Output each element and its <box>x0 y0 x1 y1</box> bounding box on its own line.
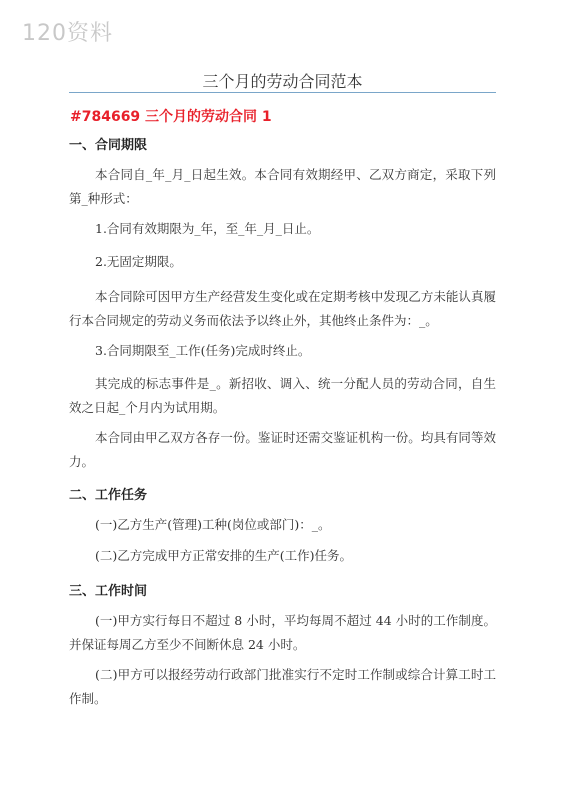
paragraph: 本合同由甲乙双方各存一份。鉴证时还需交鉴证机构一份。均具有同等效力。 <box>69 430 496 469</box>
paragraph: 3.合同期限至_工作(任务)完成时终止。 <box>95 343 311 358</box>
paragraph: (二)甲方可以报经劳动行政部门批准实行不定时工作制或综合计算工时工作制。 <box>69 667 496 706</box>
section-heading-tasks: 二、工作任务 <box>69 488 148 503</box>
watermark: 120资料 <box>22 21 113 46</box>
paragraph: (一)甲方实行每日不超过 8 小时，平均每周不超过 44 小时的工作制度。并保证每周乙方至少不间断休息 24 小时。 <box>69 613 496 652</box>
paragraph: (二)乙方完成甲方正常安排的生产(工作)任务。 <box>95 548 353 563</box>
paragraph: 1.合同有效期限为_年，至_年_月_日止。 <box>95 221 320 236</box>
section-heading-term: 一、合同期限 <box>69 138 148 153</box>
paragraph: 2.无固定期限。 <box>95 254 182 269</box>
contract-subtitle: #784669 三个月的劳动合同 1 <box>70 109 272 125</box>
paragraph: 其完成的标志事件是_。新招收、调入、统一分配人员的劳动合同，自生效之日起_个月内为试用期。 <box>69 376 496 415</box>
document-title: 三个月的劳动合同范本 <box>202 72 363 91</box>
section-heading-hours: 三、工作时间 <box>69 584 148 599</box>
paragraph: 本合同自_年_月_日起生效。本合同有效期经甲、乙双方商定，采取下列第_种形式： <box>69 167 496 206</box>
paragraph: 本合同除可因甲方生产经营发生变化或在定期考核中发现乙方未能认真履行本合同规定的劳动义务而依法予以终止外，其他终止条件为：_。 <box>69 289 496 328</box>
paragraph: (一)乙方生产(管理)工种(岗位或部门)：_。 <box>95 517 331 532</box>
title-divider <box>69 92 496 93</box>
